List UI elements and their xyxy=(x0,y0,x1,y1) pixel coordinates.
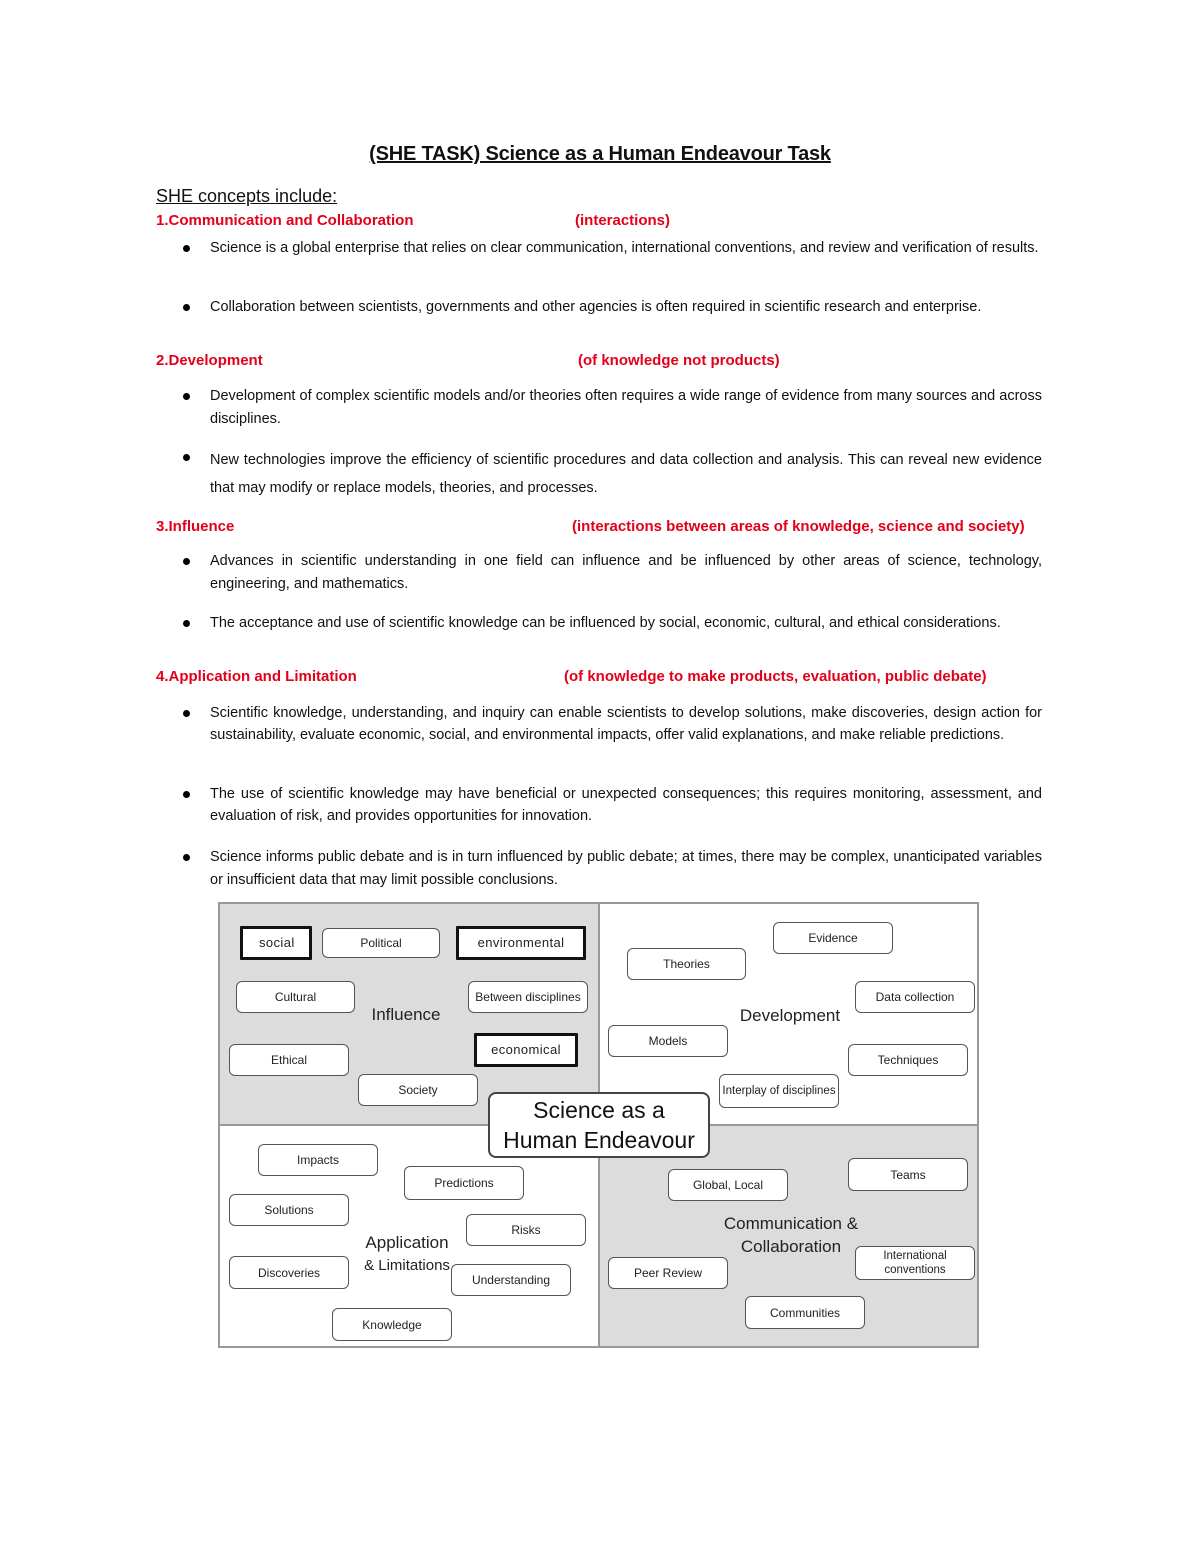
section-heading-application: 4.Application and Limitation xyxy=(156,668,357,685)
concept-box-global-local: Global, Local xyxy=(668,1169,788,1201)
bullet-item: The use of scientific knowledge may have beneficial or unexpected consequences; this requires monitoring, assessment, and evaluation of risk, and provides opportunities for innovation. xyxy=(184,783,1042,827)
section-note-development: (of knowledge not products) xyxy=(578,352,780,369)
concept-box-social: social xyxy=(240,926,312,960)
concept-box-techniques: Techniques xyxy=(848,1044,968,1076)
concept-box-evidence: Evidence xyxy=(773,922,893,954)
center-concept-box xyxy=(488,1092,710,1158)
section-heading-development: 2.Development xyxy=(156,352,263,369)
concept-box-solutions: Solutions xyxy=(229,1194,349,1226)
bullet-item: The acceptance and use of scientific knowledge can be influenced by social, economic, cultural, and ethical considerations. xyxy=(184,612,1042,635)
section-heading-influence: 3.Influence xyxy=(156,518,235,535)
page-title: (SHE TASK) Science as a Human Endeavour Task xyxy=(369,143,831,165)
subtitle: SHE concepts include: xyxy=(156,186,338,206)
quadrant-label-application: Application & Limitations xyxy=(364,1233,450,1274)
concept-box-economical: economical xyxy=(474,1033,578,1067)
bullet-item: New technologies improve the efficiency of scientific procedures and data collection and analysis. This can reveal new evidence that may modify or replace models, theories, and processes. xyxy=(184,446,1042,502)
quadrant-label-development: Development xyxy=(739,1006,841,1025)
quadrant-label-communication: Communication & Collaboration xyxy=(723,1214,859,1256)
bullet-item: Science is a global enterprise that relies on clear communication, international conventions, and review and verification of results. xyxy=(184,237,1042,260)
quadrant-label-influence: Influence xyxy=(371,1005,441,1024)
section-note-communication: (interactions) xyxy=(575,212,671,229)
center-line-2: Human Endeavour xyxy=(503,1127,695,1153)
concept-box-theories: Theories xyxy=(627,948,746,980)
concept-box-discoveries: Discoveries xyxy=(229,1256,349,1289)
bullet-item: Science informs public debate and is in turn influenced by public debate; at times, there may be complex, unanticipated variables or insufficient data that may limit possible conclusions. xyxy=(184,846,1042,892)
concept-box-models: Models xyxy=(608,1025,728,1057)
concept-box-society: Society xyxy=(358,1074,478,1106)
concept-box-understanding: Understanding xyxy=(451,1264,571,1296)
concept-box-communities: Communities xyxy=(745,1296,865,1329)
section-note-influence: (interactions between areas of knowledge, science and society) xyxy=(572,518,1025,535)
concept-box-impacts: Impacts xyxy=(258,1144,378,1176)
concept-box-political: Political xyxy=(322,928,440,958)
bullet-item: Advances in scientific understanding in one field can influence and be influenced by other areas of science, technology, engineering, and mathematics. xyxy=(184,550,1042,596)
center-line-1: Science as a xyxy=(533,1097,665,1123)
concept-box-interplay-of-disciplines: Interplay of disciplines xyxy=(719,1074,839,1108)
concept-box-teams: Teams xyxy=(848,1158,968,1191)
concept-box-ethical: Ethical xyxy=(229,1044,349,1076)
concept-box-between-disciplines: Between disciplines xyxy=(468,981,588,1013)
concept-box-cultural: Cultural xyxy=(236,981,355,1013)
concept-box-risks: Risks xyxy=(466,1214,586,1246)
section-note-application: (of knowledge to make products, evaluation, public debate) xyxy=(564,668,987,685)
bullet-item: Scientific knowledge, understanding, and inquiry can enable scientists to develop solutions, make discoveries, design action for sustainability, evaluate economic, social, and environmental impacts, offer valid explanations, and make reliable predictions. xyxy=(184,702,1042,746)
concept-box-predictions: Predictions xyxy=(404,1166,524,1200)
section-heading-communication: 1.Communication and Collaboration xyxy=(156,212,414,229)
concept-box-peer-review: Peer Review xyxy=(608,1257,728,1289)
concept-box-international-conventions: International conventions xyxy=(855,1246,975,1280)
concept-box-knowledge: Knowledge xyxy=(332,1308,452,1341)
bullet-item: Development of complex scientific models and/or theories often requires a wide range of evidence from many sources and across disciplines. xyxy=(184,385,1042,431)
concept-box-data-collection: Data collection xyxy=(855,981,975,1013)
bullet-item: Collaboration between scientists, governments and other agencies is often required in scientific research and enterprise. xyxy=(184,296,1042,319)
concept-box-environmental: environmental xyxy=(456,926,586,960)
